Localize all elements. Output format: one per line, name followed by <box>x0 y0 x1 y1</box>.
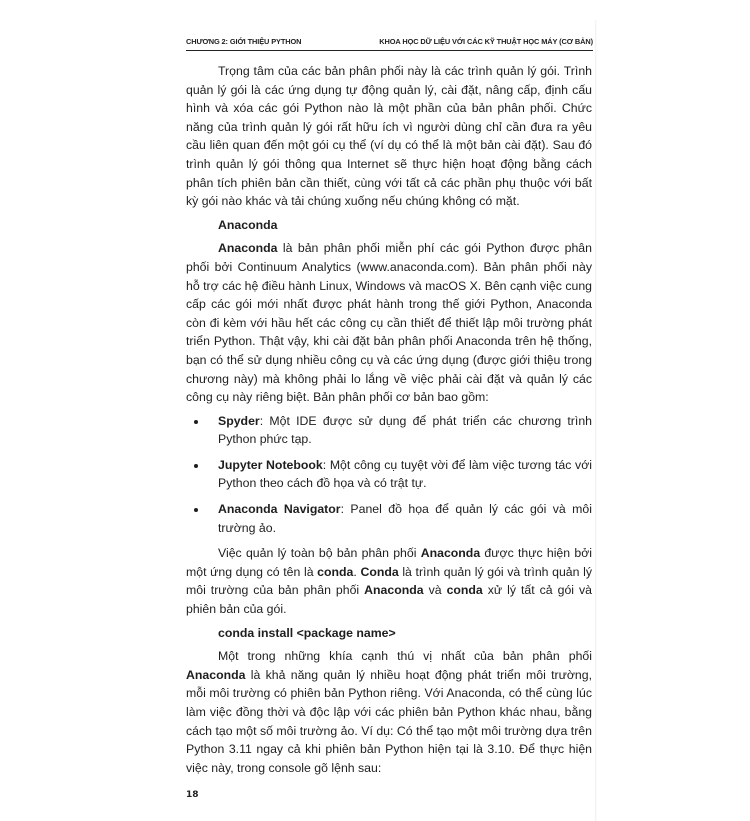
list-item-text: : Panel đồ họa để quản lý các gói và môi trường ảo. <box>218 502 592 535</box>
list-item-navigator <box>186 500 592 537</box>
bold-term: Conda <box>360 564 399 579</box>
page-number: 18 <box>186 790 199 801</box>
bold-term: Anaconda Navigator <box>218 502 341 517</box>
text-run: . <box>353 564 361 579</box>
bold-term: Anaconda <box>186 667 246 682</box>
text-block <box>186 0 593 821</box>
list-item-jupyter <box>186 456 592 493</box>
paragraph-environments <box>186 647 592 777</box>
text-run: được thực hiện bởi một ứng dụng có tên là <box>186 546 592 579</box>
text-run: là trình quản lý gói và trình quản lý môi trường của bản phân phối <box>186 564 592 598</box>
paragraph-text: là bản phân phối miễn phí các gói Python được phân phối bởi Continuum Analytics (www.anaconda.com). Bản phân phối này hỗ trợ các hệ điều hành Linux, Windows và macOS X. Bên cạnh việc cung cấp các gói mới nhất được phát hành trong thế giới Python, Anaconda còn đi kèm với hầu hết các công cụ cần thiết để thiết lập môi trường phát triển Python. Thật vậy, khi cài đặt bản phân phối Anaconda trên hệ thống, bạn có thể sử dụng nhiều công cụ và các ứng dụng (được giới thiệu trong chương này) mà không phải lo lắng về việc phải cài đặt và quản lý các công cụ này riêng biệt. Bản phân phối cơ bản bao gồm: <box>186 241 592 405</box>
page-body <box>186 62 592 777</box>
bold-term: Anaconda <box>420 546 481 561</box>
bold-term: Anaconda <box>364 583 424 598</box>
list-item-text: : Một công cụ tuyệt vời để làm việc tương tác với Python theo cách đồ họa và có trật tự. <box>218 457 592 491</box>
bold-term: Anaconda <box>218 241 278 256</box>
list-item-text: : Một IDE được sử dụng để phát triển các chương trình Python phức tạp. <box>218 413 592 447</box>
paragraph-conda <box>186 544 592 618</box>
bold-term: Jupyter Notebook <box>218 457 323 472</box>
paragraph-anaconda-intro <box>186 239 592 406</box>
section-heading-anaconda: Anaconda <box>218 217 278 232</box>
bold-term: conda <box>446 583 483 598</box>
text-run: xử lý tất cả gói và phiên bản của gói. <box>186 583 592 617</box>
header-book-title: KHOA HỌC DỮ LIỆU VỚI CÁC KỸ THUẬT HỌC MÁY (CƠ BẢN) <box>379 37 593 46</box>
bold-term: Spyder <box>218 413 260 428</box>
command-conda-install: conda install <package name> <box>218 625 396 640</box>
text-run: Việc quản lý toàn bộ bản phân phối <box>218 546 421 561</box>
header-chapter-title: CHƯƠNG 2: GIỚI THIỆU PYTHON <box>186 37 302 46</box>
bullet-list-tools <box>186 412 592 538</box>
bold-term: conda <box>317 564 354 579</box>
list-item-spyder <box>186 412 592 449</box>
text-run: Một trong những khía cạnh thú vị nhất của bản phân phối <box>218 649 592 664</box>
running-header <box>186 36 593 51</box>
paragraph-package-managers: Trọng tâm của các bản phân phối này là các trình quản lý gói. Trình quản lý gói là các ứng dụng tự động quản lý, cài đặt, nâng cấp, định cấu hình và xóa các gói Python nào là một phần của bản phân phối. Chức năng của trình quản lý gói rất hữu ích vì người dùng chỉ cần đưa ra yêu cầu liên quan đến một gói cụ thể (ví dụ có thể là một bản cài đặt). Sau đó trình quản lý gói thông qua Internet sẽ thực hiện hoạt động bằng cách phân tích phiên bản cần thiết, cùng với tất cả các phần phụ thuộc với bất kỳ gói nào khác và tải chúng xuống nếu chúng không có mặt. <box>186 64 592 209</box>
page-edge-shadow <box>595 20 597 821</box>
text-run: và <box>423 583 447 598</box>
text-run: là khả năng quản lý nhiều hoạt động phát triển môi trường, mỗi môi trường có phiên bản Python riêng. Với Anaconda, có thể cùng lúc làm việc đồng thời và độc lập với các phiên bản Python khác nhau, bằng cách tạo một số môi trường ảo. Ví dụ: Có thể tạo một môi trường dựa trên Python 3.11 ngay cả khi phiên bản Python hiện tại là 3.10. Để thực hiện việc này, trong console gõ lệnh sau: <box>186 667 592 775</box>
